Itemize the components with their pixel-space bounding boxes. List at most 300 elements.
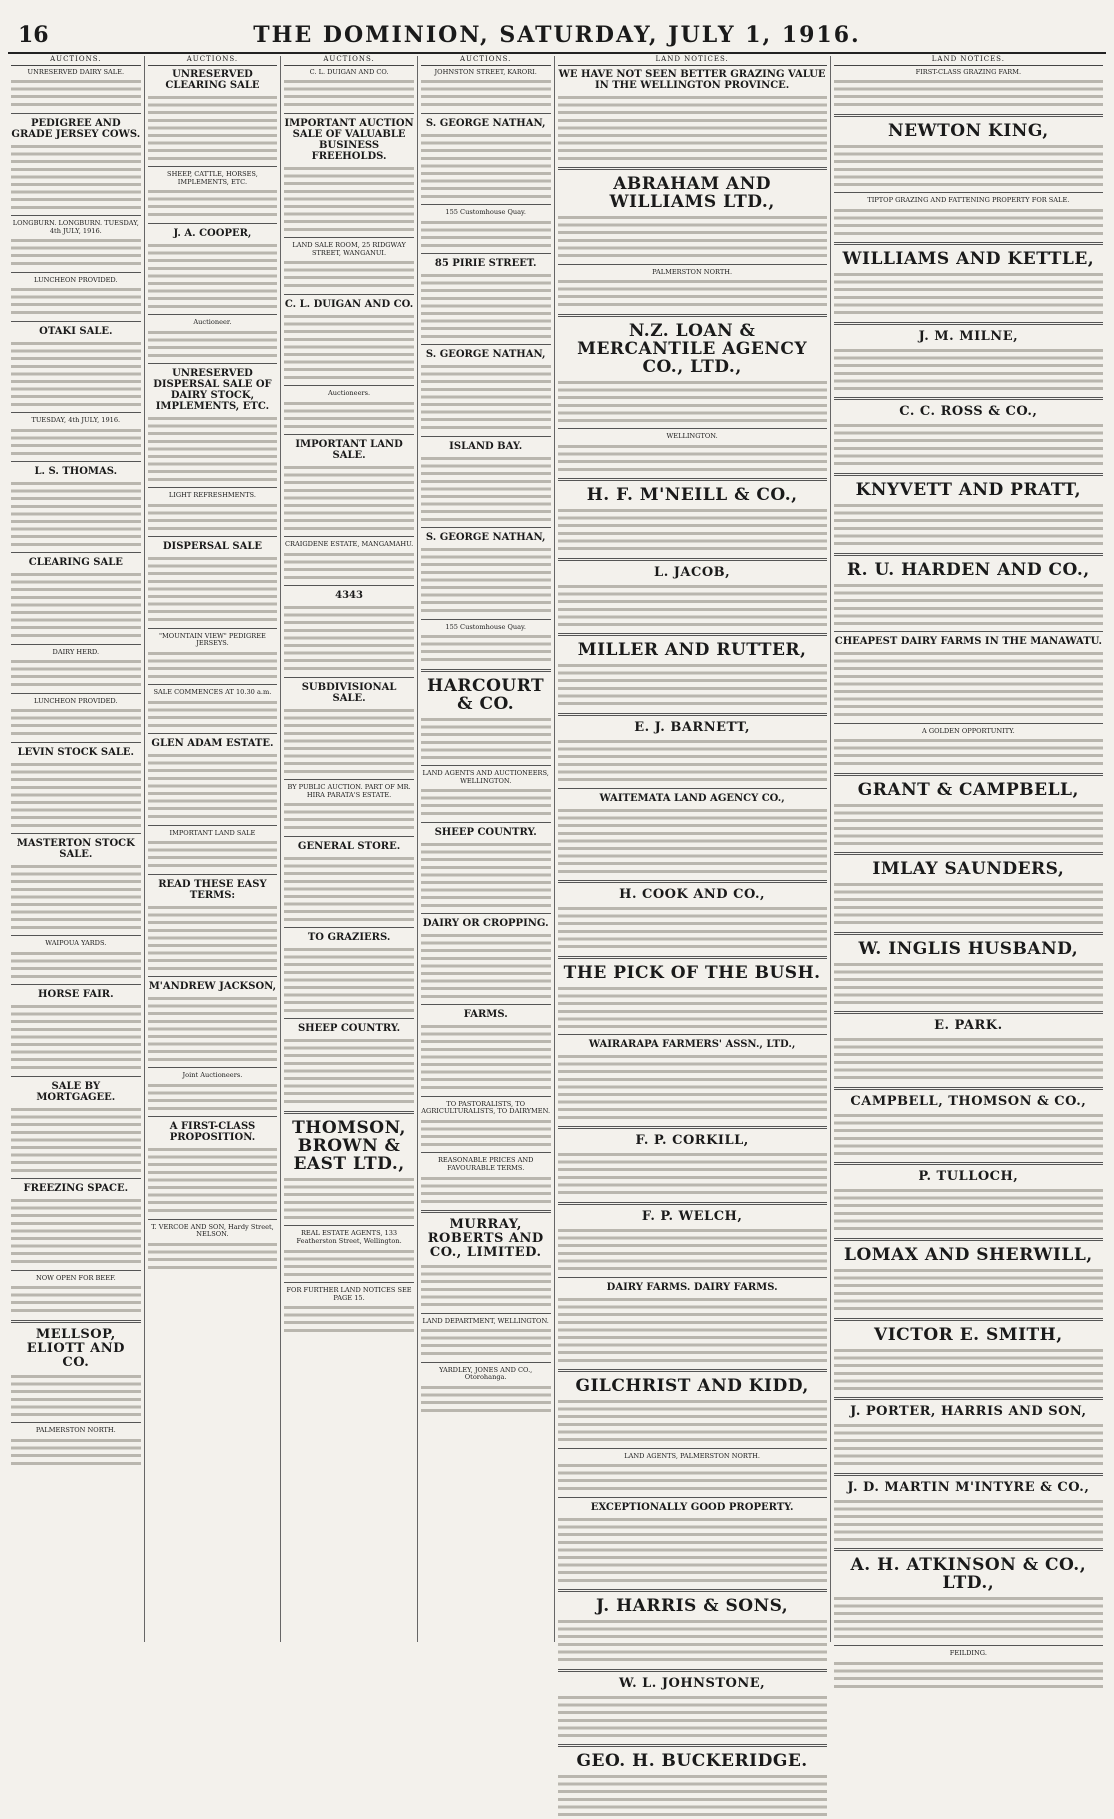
column-rule (558, 558, 827, 561)
ad-heading: MURRAY, ROBERTS AND CO., LIMITED. (427, 1217, 544, 1260)
ad-heading: CRAIGDENE ESTATE, MANGAMAHU. (284, 540, 414, 549)
column-rule (148, 874, 278, 875)
body-text-block (834, 1036, 1103, 1082)
ad-heading: TUESDAY, 4th JULY, 1916. (31, 415, 121, 424)
body-text-block (421, 841, 551, 909)
column-rule (11, 461, 141, 462)
column-rule (284, 113, 414, 114)
ad-heading: LAND DEPARTMENT, WELLINGTON. (422, 1316, 549, 1325)
column-heading: AUCTIONS. (11, 56, 141, 66)
column-rule (148, 825, 278, 826)
body-text-block (558, 985, 827, 1031)
ad-heading: EXCEPTIONALLY GOOD PROPERTY. (590, 1501, 794, 1513)
column-rule (558, 1589, 827, 1592)
column-rule (421, 436, 551, 437)
body-text-block (284, 855, 414, 923)
body-text-block (834, 1660, 1103, 1690)
ad-heading: DAIRY FARMS. DAIRY FARMS. (606, 1281, 778, 1293)
column-rule (834, 852, 1103, 855)
ad-heading: GENERAL STORE. (297, 840, 401, 852)
ad-heading: SHEEP, CATTLE, HORSES, IMPLEMENTS, ETC. (167, 169, 258, 186)
ad-heading: GILCHRIST AND KIDD, (575, 1376, 809, 1397)
ad-heading: C. C. ROSS & CO., (899, 404, 1038, 420)
ad-heading: WE HAVE NOT SEEN BETTER GRAZING VALUE IN THE WELLINGTON PROVINCE. (558, 68, 826, 91)
column-rule (558, 1497, 827, 1498)
ad-heading: FOR FURTHER LAND NOTICES SEE PAGE 15. (286, 1286, 412, 1302)
body-text-block (421, 546, 551, 614)
ad-heading: READ THESE EASY TERMS: (158, 878, 267, 901)
body-text-block (558, 507, 827, 553)
body-text-block (834, 271, 1103, 317)
ad-heading: REAL ESTATE AGENTS, 133 Featherston Street, Wellington. (296, 1229, 402, 1246)
column-rule (834, 723, 1103, 724)
body-text-block (558, 1516, 827, 1584)
body-text-block (148, 242, 278, 310)
ad-heading: F. P. WELCH, (641, 1209, 743, 1225)
column-rule (11, 1320, 141, 1323)
body-text-block (284, 400, 414, 430)
body-text-block (11, 658, 141, 688)
body-text-block (558, 1151, 827, 1197)
ad-heading: THOMSON, BROWN & EAST LTD., (292, 1117, 406, 1174)
body-text-block (148, 752, 278, 820)
ad-heading: CHEAPEST DAIRY FARMS IN THE MANAWATU. (834, 636, 1102, 648)
column-rule (421, 822, 551, 823)
ad-heading: PALMERSTON NORTH. (652, 267, 733, 276)
ad-heading: FEILDING. (949, 1649, 987, 1658)
body-text-block (11, 1106, 141, 1174)
column-rule (558, 478, 827, 481)
column-rule (834, 1397, 1103, 1400)
column-rule (11, 321, 141, 322)
column-rule (558, 1277, 827, 1278)
body-text-block (834, 347, 1103, 393)
column-rule (421, 1152, 551, 1153)
body-text-block (11, 761, 141, 829)
column-rule (148, 223, 278, 224)
body-text-block (11, 480, 141, 548)
ad-heading: GLEN ADAM ESTATE. (151, 738, 274, 750)
ad-heading: S. GEORGE NATHAN, (425, 349, 546, 361)
body-text-block (834, 1347, 1103, 1393)
newspaper-title: THE DOMINION, SATURDAY, JULY 1, 1916. (253, 22, 861, 48)
ad-heading: E. PARK. (934, 1018, 1003, 1034)
ad-heading: LIGHT REFRESHMENTS. (168, 491, 256, 500)
ad-heading: NEWTON KING, (888, 120, 1049, 141)
body-text-block (11, 950, 141, 980)
ad-heading: J. D. MARTIN M'INTYRE & CO., (847, 1479, 1090, 1495)
column-rule (148, 1116, 278, 1117)
ad-heading: SALE COMMENCES AT 10.30 a.m. (153, 688, 272, 697)
column-rule (11, 833, 141, 834)
column-rule (834, 1645, 1103, 1646)
ad-heading: E. J. BARNETT, (634, 719, 751, 735)
ad-heading: J. PORTER, HARRIS AND SON, (850, 1404, 1087, 1420)
ad-heading: DAIRY HERD. (52, 647, 100, 656)
column-rule (11, 935, 141, 936)
body-text-block (558, 1462, 827, 1492)
body-text-block (148, 1241, 278, 1271)
body-text-block (284, 259, 414, 289)
ad-heading: MILLER AND RUTTER, (577, 640, 807, 661)
column-rule (11, 1270, 141, 1271)
column-rule (421, 913, 551, 914)
body-text-block (148, 650, 278, 680)
body-text-block (11, 1197, 141, 1265)
body-text-block (558, 443, 827, 473)
body-text-block (421, 1384, 551, 1414)
body-text-block (284, 1176, 414, 1222)
column-rule (11, 215, 141, 216)
body-text-block (834, 422, 1103, 468)
ad-heading: LAND AGENTS AND AUCTIONEERS, WELLINGTON. (422, 769, 549, 785)
ad-heading: BY PUBLIC AUCTION. PART OF MR. HIRA PARATA'S ESTATE. (287, 783, 411, 799)
body-text-block (284, 1248, 414, 1278)
column-rule (11, 742, 141, 743)
masthead (8, 22, 1106, 54)
ad-heading: MASTERTON STOCK SALE. (16, 838, 135, 861)
body-text-block (558, 807, 827, 875)
body-text-block (558, 1773, 827, 1819)
column-rule (834, 773, 1103, 776)
ad-heading: DAIRY OR CROPPING. (422, 918, 549, 930)
body-text-block (148, 555, 278, 623)
column-rule (148, 628, 278, 629)
ad-heading: UNRESERVED DAIRY SALE. (27, 67, 125, 76)
column-heading: AUCTIONS. (148, 56, 278, 66)
ad-heading: FREEZING SPACE. (23, 1183, 129, 1195)
body-text-block (421, 132, 551, 200)
ad-heading: A FIRST-CLASS PROPOSITION. (169, 1121, 256, 1144)
column-5 (555, 55, 831, 1772)
ad-heading: IMLAY SAUNDERS, (872, 859, 1065, 880)
body-text-block (558, 379, 827, 425)
column-rule (11, 1422, 141, 1423)
ad-heading: JOHNSTON STREET, KARORI. (434, 67, 537, 76)
ad-heading: N.Z. LOAN & MERCANTILE AGENCY CO., LTD., (577, 320, 808, 377)
ad-heading: LONGBURN. LONGBURN. TUESDAY, 4th JULY, 1916. (12, 218, 139, 235)
body-text-block (421, 219, 551, 249)
column-rule (558, 788, 827, 789)
ad-heading: C. L. DUIGAN AND CO. (309, 67, 389, 76)
ad-heading: DISPERSAL SALE (162, 541, 263, 553)
body-text-block (421, 787, 551, 817)
ad-heading: WAITEMATA LAND AGENCY CO., (599, 792, 785, 804)
body-text-block (834, 961, 1103, 1007)
ad-heading: PEDIGREE AND GRADE JERSEY COWS. (11, 117, 141, 140)
ad-heading: W. INGLIS HUSBAND, (858, 938, 1079, 959)
column-heading: AUCTIONS. (284, 56, 414, 66)
column-rule (558, 1744, 827, 1747)
ad-heading: HORSE FAIR. (38, 989, 114, 1001)
body-text-block (11, 571, 141, 639)
ad-heading: GEO. H. BUCKERIDGE. (576, 1751, 808, 1772)
column-rule (834, 1011, 1103, 1014)
column-rule (148, 314, 278, 315)
body-text-block (148, 502, 278, 532)
ad-heading: H. F. M'NEILL & CO., (586, 485, 798, 506)
ad-heading: HARCOURT & CO. (427, 675, 545, 714)
column-rule (148, 1219, 278, 1220)
body-text-block (421, 932, 551, 1000)
column-rule (834, 553, 1103, 556)
ad-heading: TO PASTORALISTS, TO AGRICULTURALISTS, TO DAIRYMEN. (421, 1099, 551, 1116)
ad-heading: UNRESERVED DISPERSAL SALE OF DAIRY STOCK, IMPLEMENTS, ETC. (153, 367, 272, 412)
ad-heading: KNYVETT AND PRATT, (855, 479, 1082, 500)
column-rule (284, 294, 414, 295)
body-text-block (284, 1037, 414, 1105)
column-rule (11, 113, 141, 114)
body-text-block (421, 716, 551, 762)
body-text-block (11, 1003, 141, 1071)
body-text-block (148, 1082, 278, 1112)
column-rule (834, 473, 1103, 476)
body-text-block (421, 78, 551, 108)
body-text-block (148, 699, 278, 729)
ad-heading: A. H. ATKINSON & CO., LTD., (850, 1555, 1087, 1594)
column-rule (11, 1076, 141, 1077)
body-text-block (11, 1437, 141, 1467)
ad-heading: J. M. MILNE, (918, 328, 1019, 344)
column-rule (558, 428, 827, 429)
column-rule (558, 264, 827, 265)
body-text-block (421, 455, 551, 523)
ad-heading: TIPTOP GRAZING AND FATTENING PROPERTY FOR SALE. (867, 196, 1070, 205)
ad-heading: LAND AGENTS, PALMERSTON NORTH. (624, 1451, 760, 1460)
column-rule (558, 633, 827, 636)
ad-heading: IMPORTANT LAND SALE (169, 828, 256, 837)
column-rule (558, 1202, 827, 1205)
body-text-block (834, 1267, 1103, 1313)
column-rule (148, 166, 278, 167)
ad-heading: FARMS. (463, 1009, 508, 1021)
column-rule (834, 114, 1103, 117)
column-2 (145, 56, 282, 1642)
ad-heading: LAND SALE ROOM, 25 RIDGWAY STREET, WANGANUI. (292, 240, 406, 257)
body-text-block (558, 738, 827, 784)
column-rule (421, 527, 551, 528)
ad-heading: A GOLDEN OPPORTUNITY. (921, 726, 1015, 735)
column-heading: LAND NOTICES. (834, 56, 1103, 66)
body-text-block (284, 551, 414, 581)
ad-heading: SHEEP COUNTRY. (434, 826, 537, 838)
column-rule (834, 1162, 1103, 1165)
body-text-block (148, 329, 278, 359)
column-rule (284, 927, 414, 928)
column-rule (148, 733, 278, 734)
body-text-block (834, 582, 1103, 628)
column-rule (421, 253, 551, 254)
ad-heading: P. TULLOCH, (918, 1169, 1019, 1185)
column-rule (284, 1111, 414, 1114)
column-heading: AUCTIONS. (421, 56, 551, 66)
column-rule (11, 644, 141, 645)
body-text-block (148, 94, 278, 162)
body-text-block (284, 165, 414, 233)
ad-heading: WAIPOUA YARDS. (45, 939, 107, 948)
ad-heading: MELLSOP, ELIOTT AND CO. (26, 1326, 125, 1370)
page-number: 16 (18, 22, 49, 48)
column-rule (834, 322, 1103, 325)
body-text-block (558, 905, 827, 951)
body-text-block (148, 839, 278, 869)
ad-heading: L. S. THOMAS. (34, 465, 118, 477)
column-rule (148, 976, 278, 977)
column-rule (284, 1282, 414, 1283)
column-rule (834, 1473, 1103, 1476)
column-rule (558, 1448, 827, 1449)
body-text-block (558, 583, 827, 629)
body-text-block (834, 502, 1103, 548)
ad-heading: L. JACOB, (654, 564, 731, 580)
body-text-block (148, 904, 278, 972)
body-text-block (11, 863, 141, 931)
ad-heading: Auctioneer. (193, 317, 232, 326)
ad-heading: REASONABLE PRICES AND FAVOURABLE TERMS. (437, 1156, 534, 1173)
body-text-block (421, 363, 551, 431)
body-text-block (11, 237, 141, 267)
ad-heading: LOMAX AND SHERWILL, (844, 1245, 1093, 1266)
body-text-block (558, 1296, 827, 1364)
column-rule (11, 693, 141, 694)
body-text-block (558, 1694, 827, 1740)
column-rule (284, 1018, 414, 1019)
column-rule (834, 192, 1103, 193)
column-rule (11, 1178, 141, 1179)
column-heading: LAND NOTICES. (558, 56, 827, 66)
ad-heading: J. HARRIS & SONS, (596, 1596, 789, 1617)
ad-heading: LUNCHEON PROVIDED. (34, 696, 118, 705)
ad-heading: SALE BY MORTGAGEE. (36, 1080, 116, 1103)
body-text-block (834, 78, 1103, 108)
body-text-block (558, 214, 827, 260)
column-rule (421, 204, 551, 205)
column-rule (558, 713, 827, 716)
body-text-block (558, 1618, 827, 1664)
ad-heading: WILLIAMS AND KETTLE, (842, 249, 1095, 270)
body-text-block (834, 802, 1103, 848)
column-1 (8, 56, 145, 1642)
ad-heading: NOW OPEN FOR BEEF. (35, 1273, 116, 1282)
column-rule (558, 167, 827, 170)
ad-heading: LEVIN STOCK SALE. (17, 746, 134, 758)
ad-heading: W. L. JOHNSTONE, (619, 1675, 766, 1691)
body-text-block (11, 707, 141, 737)
column-rule (284, 1225, 414, 1226)
column-rule (558, 1126, 827, 1129)
column-rule (558, 956, 827, 959)
body-text-block (11, 286, 141, 316)
ad-heading: CAMPBELL, THOMSON & CO., (850, 1093, 1087, 1109)
body-text-block (558, 1227, 827, 1273)
column-rule (558, 314, 827, 317)
column-rule (148, 684, 278, 685)
ad-heading: WAIRARAPA FARMERS' ASSN., LTD., (588, 1039, 796, 1051)
column-rule (421, 1313, 551, 1314)
body-text-block (834, 650, 1103, 718)
column-rule (284, 434, 414, 435)
body-text-block (284, 464, 414, 532)
ad-heading: M'ANDREW JACKSON, (148, 981, 277, 993)
column-3 (281, 56, 418, 1642)
column-rule (421, 1210, 551, 1213)
column-rule (148, 487, 278, 488)
ad-heading: ABRAHAM AND WILLIAMS LTD., (609, 173, 775, 212)
column-rule (284, 836, 414, 837)
body-text-block (284, 313, 414, 381)
ad-heading: FIRST-CLASS GRAZING FARM. (915, 67, 1022, 76)
body-text-block (11, 1284, 141, 1314)
column-rule (834, 1087, 1103, 1090)
column-rule (558, 1034, 827, 1035)
body-text-block (421, 1023, 551, 1091)
ad-heading: 155 Customhouse Quay. (445, 622, 526, 631)
column-rule (284, 677, 414, 678)
body-text-block (11, 143, 141, 211)
body-text-block (834, 1422, 1103, 1468)
body-text-block (421, 272, 551, 340)
body-text-block (148, 995, 278, 1063)
body-text-block (421, 1175, 551, 1205)
column-rule (834, 1238, 1103, 1241)
ad-heading: Auctioneers. (328, 388, 371, 397)
body-text-block (834, 1112, 1103, 1158)
ad-heading: SHEEP COUNTRY. (297, 1023, 401, 1035)
column-rule (284, 237, 414, 238)
column-rule (11, 984, 141, 985)
ad-heading: C. L. DUIGAN AND CO. (284, 298, 414, 310)
body-text-block (834, 143, 1103, 189)
ad-heading: LUNCHEON PROVIDED. (34, 275, 118, 284)
ad-heading: SUBDIVISIONAL SALE. (301, 681, 397, 704)
column-rule (421, 113, 551, 114)
column-rule (284, 536, 414, 537)
ad-heading: F. P. CORKILL, (635, 1133, 749, 1149)
ad-heading: PALMERSTON NORTH. (35, 1426, 116, 1435)
body-text-block (834, 737, 1103, 767)
column-rule (421, 1004, 551, 1005)
column-rule (148, 363, 278, 364)
column-rule (421, 669, 551, 672)
column-rule (558, 1669, 827, 1672)
column-rule (11, 552, 141, 553)
body-text-block (558, 94, 827, 162)
ad-heading: GRANT & CAMPBELL, (857, 779, 1079, 800)
body-text-block (284, 1304, 414, 1334)
body-text-block (834, 1187, 1103, 1233)
ad-heading: H. COOK AND CO., (619, 886, 766, 902)
body-text-block (148, 188, 278, 218)
ad-heading: IMPORTANT LAND SALE. (295, 438, 403, 461)
ad-heading: CLEARING SALE (28, 557, 123, 569)
body-text-block (11, 1373, 141, 1419)
ad-heading: 4343 (335, 590, 363, 602)
ad-heading: 85 PIRIE STREET. (434, 257, 537, 269)
body-text-block (284, 604, 414, 672)
column-rule (834, 932, 1103, 935)
ad-heading: T. VERCOE AND SON, Hardy Street, NELSON. (151, 1222, 274, 1239)
column-rule (284, 779, 414, 780)
body-text-block (558, 278, 827, 308)
ad-heading: S. GEORGE NATHAN, (425, 532, 546, 544)
body-text-block (421, 1118, 551, 1148)
column-rule (421, 1362, 551, 1363)
ad-heading: YARDLEY, JONES AND CO., Otorohanga. (439, 1365, 533, 1382)
body-text-block (284, 801, 414, 831)
column-rule (834, 397, 1103, 400)
column-rule (834, 242, 1103, 245)
body-text-block (834, 1595, 1103, 1641)
